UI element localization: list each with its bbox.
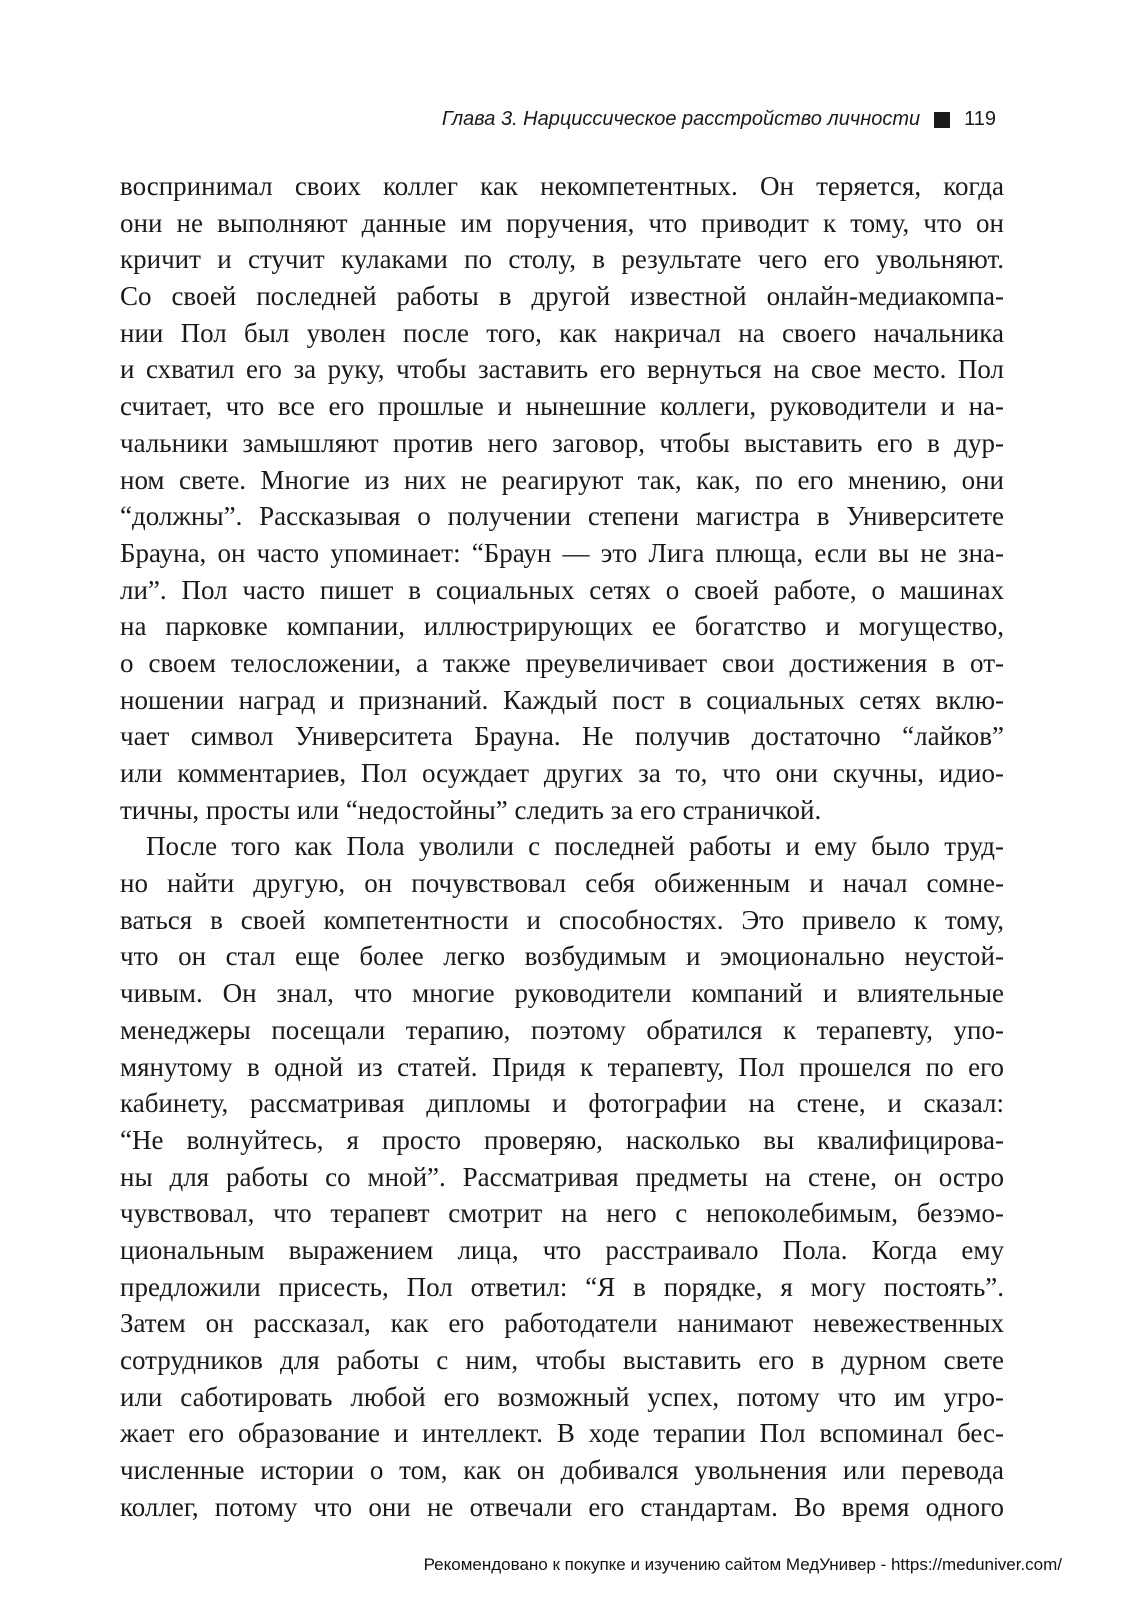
text-line: ном свете. Многие из них не реагируют так, как, по его мнению, они xyxy=(120,464,1004,495)
text-line: Брауна, он часто упоминает: “Браун — это Лига плюща, если вы не зна- xyxy=(120,537,1004,568)
page-number: 119 xyxy=(964,108,996,130)
text-line: воспринимал своих коллег как некомпетентных. Он теряется, когда xyxy=(120,171,1004,201)
running-head xyxy=(442,108,996,131)
text-line: предложили присесть, Пол ответил: “Я в порядке, я могу постоять”. xyxy=(120,1271,1004,1302)
text-line: жает его образование и интеллект. В ходе терапии Пол вспоминал бес- xyxy=(120,1418,1004,1449)
text-line: тичны, просты или “недостойны” следить за его страничкой. xyxy=(120,794,822,825)
text-line: циональным выражением лица, что расстраивало Пола. Когда ему xyxy=(120,1234,1004,1265)
text-line: После того как Пола уволили с последней работы и ему было труд- xyxy=(146,831,1004,862)
text-line: что он стал еще более легко возбудимым и эмоционально неустой- xyxy=(120,941,1004,972)
text-line: чивым. Он знал, что многие руководители компаний и влиятельные xyxy=(120,978,1004,1009)
paragraph-2 xyxy=(120,828,1004,1525)
text-line: “Не волнуйтесь, я просто проверяю, насколько вы квалифицирова- xyxy=(120,1124,1004,1155)
chapter-title: Глава 3. Нарциссическое расстройство личности xyxy=(441,108,921,130)
text-line: считает, что все его прошлые и нынешние коллеги, руководители и на- xyxy=(120,391,1004,422)
text-line: коллег, потому что они не отвечали его стандартам. Во время одного xyxy=(120,1491,1004,1522)
text-line: чальники замышляют против него заговор, чтобы выставить его в дур- xyxy=(120,427,1004,458)
text-line: Затем он рассказал, как его работодатели нанимают невежественных xyxy=(120,1308,1004,1339)
text-line: или саботировать любой его возможный успех, потому что им угро- xyxy=(120,1381,1004,1412)
text-line: ли”. Пол часто пишет в социальных сетях о своей работе, о машинах xyxy=(120,574,1004,605)
text-line: и схватил его за руку, чтобы заставить его вернуться на свое место. Пол xyxy=(120,354,1004,385)
text-line: чувствовал, что терапевт смотрит на него с непоколебимым, безэмо- xyxy=(120,1198,1004,1229)
text-line: нии Пол был уволен после того, как накричал на своего начальника xyxy=(120,317,1004,348)
text-line: кричит и стучит кулаками по столу, в результате чего его увольняют. xyxy=(120,244,1004,275)
text-line: они не выполняют данные им поручения, что приводит к тому, что он xyxy=(120,207,1004,238)
text-line: мянутому в одной из статей. Придя к терапевту, Пол прошелся по его xyxy=(120,1051,1004,1082)
text-line: на парковке компании, иллюстрирующих ее богатство и могущество, xyxy=(120,611,1004,642)
text-line: или комментариев, Пол осуждает других за то, что они скучны, идио- xyxy=(120,758,1004,788)
text-line: кабинету, рассматривая дипломы и фотографии на стене, и сказал: xyxy=(120,1088,1004,1119)
text-line: ношении наград и признаний. Каждый пост в социальных сетях вклю- xyxy=(120,684,1004,715)
text-line: о своем телосложении, а также преувеличивает свои достижения в от- xyxy=(120,647,1004,678)
square-separator-icon xyxy=(934,112,950,128)
text-line: численные истории о том, как он добивался увольнения или перевода xyxy=(120,1455,1004,1486)
paragraph-1 xyxy=(120,168,1004,828)
text-line: но найти другую, он почувствовал себя обиженным и начал сомне- xyxy=(120,868,1004,899)
text-line: ны для работы со мной”. Рассматривая предметы на стене, он остро xyxy=(120,1161,1004,1192)
text-line: менеджеры посещали терапию, поэтому обратился к терапевту, упо- xyxy=(120,1014,1004,1045)
text-line: чает символ Университета Брауна. Не получив достаточно “лайков” xyxy=(120,721,1004,752)
body-text xyxy=(120,168,1004,1525)
text-line: “должны”. Рассказывая о получении степени магистра в Университете xyxy=(120,501,1004,532)
text-line: ваться в своей компетентности и способностях. Это привело к тому, xyxy=(120,904,1004,935)
text-line: Со своей последней работы в другой известной онлайн-медиакомпа- xyxy=(120,281,1004,312)
text-line: сотрудников для работы с ним, чтобы выставить его в дурном свете xyxy=(120,1345,1004,1375)
footer-text: Рекомендовано к покупке и изучению сайтом МедУнивер - https://meduniver.com/ xyxy=(423,1555,1062,1574)
